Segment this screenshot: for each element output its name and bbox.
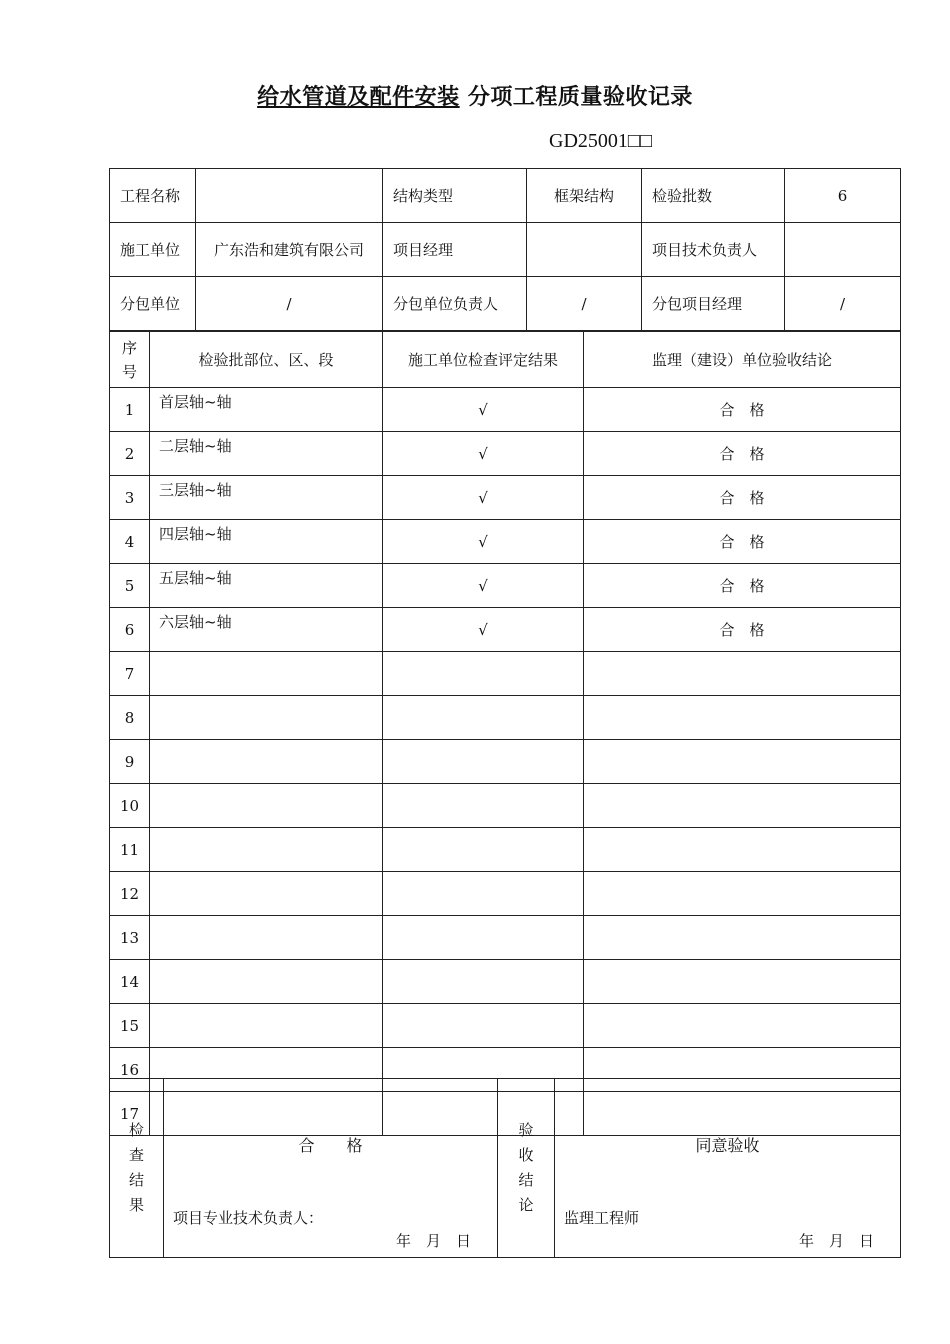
check-label-char: 果 xyxy=(128,1196,144,1214)
item-contractor-check xyxy=(383,960,584,1004)
document-code: GD25001□□ xyxy=(549,130,653,152)
item-row xyxy=(110,652,901,696)
item-row xyxy=(110,696,901,740)
project-info-table xyxy=(109,168,901,331)
item-part: 二层轴~轴 xyxy=(150,432,383,476)
item-part xyxy=(150,916,383,960)
item-contractor-check: √ xyxy=(383,608,584,652)
accept-label-char: 验 xyxy=(518,1121,534,1139)
item-row xyxy=(110,564,901,608)
item-contractor-check: √ xyxy=(383,476,584,520)
items-header-row xyxy=(110,332,901,388)
check-label-char: 查 xyxy=(128,1146,144,1164)
header-seq: 序号 xyxy=(110,332,150,388)
form-title xyxy=(0,80,950,111)
item-supervisor-conclusion xyxy=(584,784,901,828)
item-part xyxy=(150,960,383,1004)
item-row xyxy=(110,740,901,784)
title-rest: 分项工程质量验收记录 xyxy=(467,84,693,110)
signoff-table xyxy=(109,1078,901,1258)
item-contractor-check xyxy=(383,1004,584,1048)
batch-count-label: 检验批数 xyxy=(642,169,785,223)
structure-type-label: 结构类型 xyxy=(383,169,527,223)
project-name-label: 工程名称 xyxy=(110,169,196,223)
item-supervisor-conclusion xyxy=(584,696,901,740)
subcontractor-value: / xyxy=(196,277,383,331)
item-contractor-check: √ xyxy=(383,432,584,476)
item-row xyxy=(110,1004,901,1048)
item-row xyxy=(110,608,901,652)
item-contractor-check: √ xyxy=(383,520,584,564)
item-part xyxy=(150,1004,383,1048)
info-row xyxy=(110,277,901,331)
item-supervisor-conclusion: 合 格 xyxy=(584,520,901,564)
accept-conclusion-cell xyxy=(555,1079,901,1258)
item-row xyxy=(110,476,901,520)
item-contractor-check xyxy=(383,828,584,872)
item-seq: 6 xyxy=(110,608,150,652)
item-row xyxy=(110,916,901,960)
item-part xyxy=(150,740,383,784)
item-row xyxy=(110,520,901,564)
item-contractor-check xyxy=(383,872,584,916)
item-supervisor-conclusion: 合 格 xyxy=(584,608,901,652)
item-supervisor-conclusion xyxy=(584,1004,901,1048)
project-manager-label: 项目经理 xyxy=(383,223,527,277)
item-contractor-check xyxy=(383,740,584,784)
item-part xyxy=(150,652,383,696)
accept-date: 年 月 日 xyxy=(798,1232,874,1250)
sub-lead-value: / xyxy=(527,277,642,331)
item-supervisor-conclusion: 合 格 xyxy=(584,564,901,608)
header-part: 检验批部位、区、段 xyxy=(150,332,383,388)
item-seq: 9 xyxy=(110,740,150,784)
item-supervisor-conclusion xyxy=(584,652,901,696)
tech-lead-value xyxy=(785,223,901,277)
item-supervisor-conclusion: 合 格 xyxy=(584,432,901,476)
item-seq: 5 xyxy=(110,564,150,608)
sub-pm-label: 分包项目经理 xyxy=(642,277,785,331)
item-contractor-check xyxy=(383,916,584,960)
item-row xyxy=(110,872,901,916)
item-row xyxy=(110,388,901,432)
item-seq: 17 xyxy=(110,1092,150,1136)
item-seq: 7 xyxy=(110,652,150,696)
check-label-char: 结 xyxy=(128,1171,144,1189)
item-supervisor-conclusion xyxy=(584,872,901,916)
project-manager-value xyxy=(527,223,642,277)
item-part: 六层轴~轴 xyxy=(150,608,383,652)
item-seq: 2 xyxy=(110,432,150,476)
accept-label-char: 论 xyxy=(518,1196,534,1214)
item-seq: 14 xyxy=(110,960,150,1004)
accept-result-text: 同意验收 xyxy=(695,1136,760,1155)
item-contractor-check: √ xyxy=(383,564,584,608)
check-result-text: 合 格 xyxy=(298,1136,363,1155)
item-row xyxy=(110,960,901,1004)
item-supervisor-conclusion xyxy=(584,740,901,784)
item-part: 五层轴~轴 xyxy=(150,564,383,608)
structure-type-value: 框架结构 xyxy=(527,169,642,223)
check-result-label xyxy=(110,1079,164,1258)
item-part xyxy=(150,784,383,828)
item-seq: 13 xyxy=(110,916,150,960)
accept-conclusion-label xyxy=(498,1079,555,1258)
check-date: 年 月 日 xyxy=(395,1232,471,1250)
item-supervisor-conclusion xyxy=(584,828,901,872)
item-supervisor-conclusion xyxy=(584,916,901,960)
title-subject: 给水管道及配件安装 xyxy=(257,84,460,110)
item-part: 四层轴~轴 xyxy=(150,520,383,564)
item-seq: 3 xyxy=(110,476,150,520)
tech-lead-label: 项目技术负责人 xyxy=(642,223,785,277)
contractor-label: 施工单位 xyxy=(110,223,196,277)
info-row xyxy=(110,169,901,223)
item-seq: 1 xyxy=(110,388,150,432)
item-row xyxy=(110,828,901,872)
item-part xyxy=(150,828,383,872)
item-seq: 15 xyxy=(110,1004,150,1048)
item-seq: 8 xyxy=(110,696,150,740)
check-label-char: 检 xyxy=(128,1121,144,1139)
check-result-cell xyxy=(164,1079,498,1258)
subcontractor-label: 分包单位 xyxy=(110,277,196,331)
item-part xyxy=(150,696,383,740)
header-supervisor-result: 监理（建设）单位验收结论 xyxy=(584,332,901,388)
item-contractor-check xyxy=(383,696,584,740)
signoff-row xyxy=(110,1079,901,1258)
item-contractor-check: √ xyxy=(383,388,584,432)
project-name-value xyxy=(196,169,383,223)
item-seq: 11 xyxy=(110,828,150,872)
item-supervisor-conclusion: 合 格 xyxy=(584,476,901,520)
header-contractor-result: 施工单位检查评定结果 xyxy=(383,332,584,388)
item-seq: 4 xyxy=(110,520,150,564)
accept-label-char: 收 xyxy=(518,1146,534,1164)
accept-signer-label: 监理工程师 xyxy=(564,1209,640,1227)
item-supervisor-conclusion: 合 格 xyxy=(584,388,901,432)
batch-count-value: 6 xyxy=(785,169,901,223)
item-part xyxy=(150,872,383,916)
item-part: 首层轴~轴 xyxy=(150,388,383,432)
info-row xyxy=(110,223,901,277)
sub-pm-value: / xyxy=(785,277,901,331)
item-seq: 12 xyxy=(110,872,150,916)
item-supervisor-conclusion xyxy=(584,960,901,1004)
item-contractor-check xyxy=(383,652,584,696)
inspection-items-table xyxy=(109,331,901,1136)
item-part: 三层轴~轴 xyxy=(150,476,383,520)
item-seq: 10 xyxy=(110,784,150,828)
item-contractor-check xyxy=(383,784,584,828)
item-seq: 16 xyxy=(110,1048,150,1092)
contractor-value: 广东浩和建筑有限公司 xyxy=(196,223,383,277)
accept-label-char: 结 xyxy=(518,1171,534,1189)
sub-lead-label: 分包单位负责人 xyxy=(383,277,527,331)
check-signer-label: 项目专业技术负责人： xyxy=(173,1209,324,1227)
item-row xyxy=(110,784,901,828)
item-row xyxy=(110,432,901,476)
